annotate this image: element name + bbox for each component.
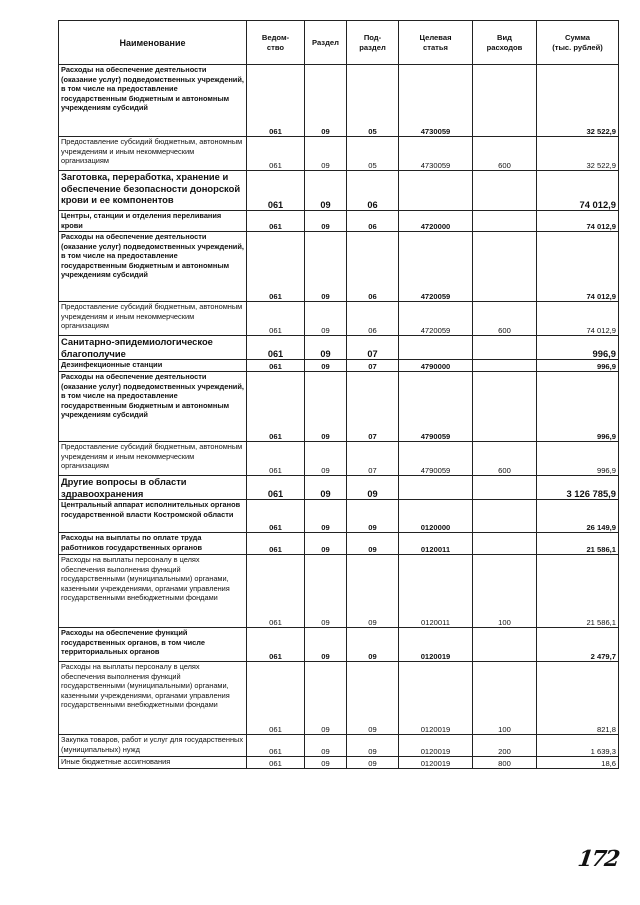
cell-amount: 2 479,7 — [537, 628, 619, 662]
header-subsection: Под- раздел — [347, 21, 399, 65]
cell-amount: 996,9 — [537, 360, 619, 372]
cell-subsection: 06 — [347, 302, 399, 336]
cell-dept: 061 — [247, 171, 305, 211]
table-row — [59, 442, 619, 476]
cell-subsection: 05 — [347, 137, 399, 171]
budget-table — [58, 20, 619, 769]
cell-type: 600 — [473, 302, 537, 336]
cell-subsection: 09 — [347, 533, 399, 555]
cell-amount: 26 149,9 — [537, 500, 619, 533]
cell-name: Расходы на обеспечение деятельности (оказание услуг) подведомственных учреждений, в том числе на предоставление государственным бюджетным и автономным учреждениям субсидий — [59, 232, 247, 302]
cell-type: 600 — [473, 442, 537, 476]
table-row — [59, 372, 619, 442]
cell-section: 09 — [305, 757, 347, 769]
cell-subsection: 07 — [347, 360, 399, 372]
cell-name: Заготовка, переработка, хранение и обеспечение безопасности донорской крови и ее компонентов — [59, 171, 247, 211]
cell-subsection: 06 — [347, 171, 399, 211]
cell-subsection: 07 — [347, 442, 399, 476]
cell-name: Центральный аппарат исполнительных органов государственной власти Костромской области — [59, 500, 247, 533]
cell-amount: 996,9 — [537, 372, 619, 442]
cell-section: 09 — [305, 336, 347, 360]
cell-name: Иные бюджетные ассигнования — [59, 757, 247, 769]
cell-amount: 74 012,9 — [537, 302, 619, 336]
cell-type: 800 — [473, 757, 537, 769]
header-dept: Ведом- ство — [247, 21, 305, 65]
cell-dept: 061 — [247, 372, 305, 442]
cell-type — [473, 232, 537, 302]
cell-amount: 821,8 — [537, 662, 619, 735]
cell-dept: 061 — [247, 735, 305, 757]
cell-subsection: 07 — [347, 372, 399, 442]
cell-name: Центры, станции и отделения переливания крови — [59, 211, 247, 232]
cell-type: 600 — [473, 137, 537, 171]
cell-amount: 32 522,9 — [537, 137, 619, 171]
cell-name: Расходы на выплаты по оплате труда работников государственных органов — [59, 533, 247, 555]
cell-section: 09 — [305, 735, 347, 757]
cell-type — [473, 628, 537, 662]
table-row — [59, 500, 619, 533]
cell-dept: 061 — [247, 336, 305, 360]
cell-amount: 996,9 — [537, 336, 619, 360]
cell-type: 100 — [473, 555, 537, 628]
cell-section: 09 — [305, 171, 347, 211]
table-row — [59, 360, 619, 372]
table-row — [59, 628, 619, 662]
cell-subsection: 09 — [347, 662, 399, 735]
cell-target: 0120011 — [399, 555, 473, 628]
budget-sheet — [58, 20, 618, 769]
cell-dept: 061 — [247, 628, 305, 662]
cell-target: 4720000 — [399, 211, 473, 232]
cell-target: 0120011 — [399, 533, 473, 555]
cell-section: 09 — [305, 372, 347, 442]
cell-amount: 3 126 785,9 — [537, 476, 619, 500]
cell-type — [473, 65, 537, 137]
header-name: Наименование — [59, 21, 247, 65]
cell-section: 09 — [305, 555, 347, 628]
table-row — [59, 232, 619, 302]
cell-amount: 74 012,9 — [537, 211, 619, 232]
cell-target: 0120019 — [399, 735, 473, 757]
cell-subsection: 05 — [347, 65, 399, 137]
cell-section: 09 — [305, 662, 347, 735]
cell-section: 09 — [305, 360, 347, 372]
cell-section: 09 — [305, 442, 347, 476]
cell-type — [473, 500, 537, 533]
cell-type: 100 — [473, 662, 537, 735]
cell-dept: 061 — [247, 137, 305, 171]
cell-name: Предоставление субсидий бюджетным, автономным учреждениям и иным некоммерческим организациям — [59, 302, 247, 336]
cell-section: 09 — [305, 137, 347, 171]
cell-name: Предоставление субсидий бюджетным, автономным учреждениям и иным некоммерческим организациям — [59, 442, 247, 476]
cell-name: Расходы на выплаты персоналу в целях обеспечения выполнения функций государственными (муниципальными) органами, казенными учреждениями, органами управления государственными внебюджетными фондами — [59, 662, 247, 735]
cell-amount: 74 012,9 — [537, 171, 619, 211]
table-row — [59, 336, 619, 360]
cell-type — [473, 533, 537, 555]
cell-amount: 21 586,1 — [537, 555, 619, 628]
cell-name: Предоставление субсидий бюджетным, автономным учреждениям и иным некоммерческим организациям — [59, 137, 247, 171]
cell-section: 09 — [305, 302, 347, 336]
cell-target: 0120019 — [399, 757, 473, 769]
cell-type — [473, 171, 537, 211]
cell-dept: 061 — [247, 360, 305, 372]
header-type: Вид расходов — [473, 21, 537, 65]
header-amount: Сумма (тыс. рублей) — [537, 21, 619, 65]
cell-dept: 061 — [247, 302, 305, 336]
cell-target: 0120000 — [399, 500, 473, 533]
cell-target: 0120019 — [399, 628, 473, 662]
cell-type — [473, 336, 537, 360]
cell-section: 09 — [305, 211, 347, 232]
cell-subsection: 09 — [347, 555, 399, 628]
table-row — [59, 211, 619, 232]
cell-subsection: 09 — [347, 757, 399, 769]
cell-name: Санитарно-эпидемиологическое благополучие — [59, 336, 247, 360]
table-row — [59, 65, 619, 137]
cell-target: 4720059 — [399, 232, 473, 302]
cell-dept: 061 — [247, 476, 305, 500]
cell-type — [473, 211, 537, 232]
cell-subsection: 09 — [347, 500, 399, 533]
cell-amount: 21 586,1 — [537, 533, 619, 555]
cell-subsection: 07 — [347, 336, 399, 360]
table-row — [59, 757, 619, 769]
cell-subsection: 06 — [347, 232, 399, 302]
table-row — [59, 476, 619, 500]
table-row — [59, 662, 619, 735]
cell-name: Расходы на обеспечение деятельности (оказание услуг) подведомственных учреждений, в том числе на предоставление государственным бюджетным и автономным учреждениям субсидий — [59, 65, 247, 137]
table-row — [59, 302, 619, 336]
cell-dept: 061 — [247, 65, 305, 137]
table-row — [59, 171, 619, 211]
cell-amount: 74 012,9 — [537, 232, 619, 302]
cell-target: 0120019 — [399, 662, 473, 735]
cell-dept: 061 — [247, 533, 305, 555]
page-number: 172 — [576, 846, 620, 872]
table-body — [59, 65, 619, 769]
cell-name: Другие вопросы в области здравоохранения — [59, 476, 247, 500]
cell-target: 4790059 — [399, 442, 473, 476]
cell-amount: 996,9 — [537, 442, 619, 476]
cell-target — [399, 336, 473, 360]
cell-name: Расходы на обеспечение функций государственных органов, в том числе территориальных органов — [59, 628, 247, 662]
cell-type — [473, 372, 537, 442]
cell-type: 200 — [473, 735, 537, 757]
cell-target: 4730059 — [399, 65, 473, 137]
cell-section: 09 — [305, 628, 347, 662]
cell-dept: 061 — [247, 442, 305, 476]
cell-target — [399, 171, 473, 211]
cell-name: Расходы на выплаты персоналу в целях обеспечения выполнения функций государственными (муниципальными) органами, казенными учреждениями, органами управления государственными внебюджетными фондами — [59, 555, 247, 628]
header-target: Целевая статья — [399, 21, 473, 65]
table-row — [59, 533, 619, 555]
table-row — [59, 735, 619, 757]
cell-subsection: 09 — [347, 735, 399, 757]
cell-dept: 061 — [247, 500, 305, 533]
cell-name: Закупка товаров, работ и услуг для государственных (муниципальных) нужд — [59, 735, 247, 757]
cell-amount: 32 522,9 — [537, 65, 619, 137]
cell-section: 09 — [305, 476, 347, 500]
cell-dept: 061 — [247, 662, 305, 735]
cell-target — [399, 476, 473, 500]
cell-target: 4790059 — [399, 372, 473, 442]
cell-dept: 061 — [247, 757, 305, 769]
cell-target: 4720059 — [399, 302, 473, 336]
cell-name: Дезинфекционные станции — [59, 360, 247, 372]
cell-subsection: 09 — [347, 628, 399, 662]
cell-section: 09 — [305, 232, 347, 302]
cell-subsection: 09 — [347, 476, 399, 500]
table-row — [59, 137, 619, 171]
table-row — [59, 555, 619, 628]
cell-dept: 061 — [247, 211, 305, 232]
cell-target: 4730059 — [399, 137, 473, 171]
cell-type — [473, 476, 537, 500]
cell-name: Расходы на обеспечение деятельности (оказание услуг) подведомственных учреждений, в том числе на предоставление государственным бюджетным и автономным учреждениям субсидий — [59, 372, 247, 442]
cell-subsection: 06 — [347, 211, 399, 232]
cell-section: 09 — [305, 533, 347, 555]
cell-target: 4790000 — [399, 360, 473, 372]
cell-section: 09 — [305, 500, 347, 533]
header-row — [59, 21, 619, 65]
cell-dept: 061 — [247, 232, 305, 302]
cell-dept: 061 — [247, 555, 305, 628]
cell-amount: 1 639,3 — [537, 735, 619, 757]
cell-amount: 18,6 — [537, 757, 619, 769]
cell-type — [473, 360, 537, 372]
cell-section: 09 — [305, 65, 347, 137]
header-section: Раздел — [305, 21, 347, 65]
